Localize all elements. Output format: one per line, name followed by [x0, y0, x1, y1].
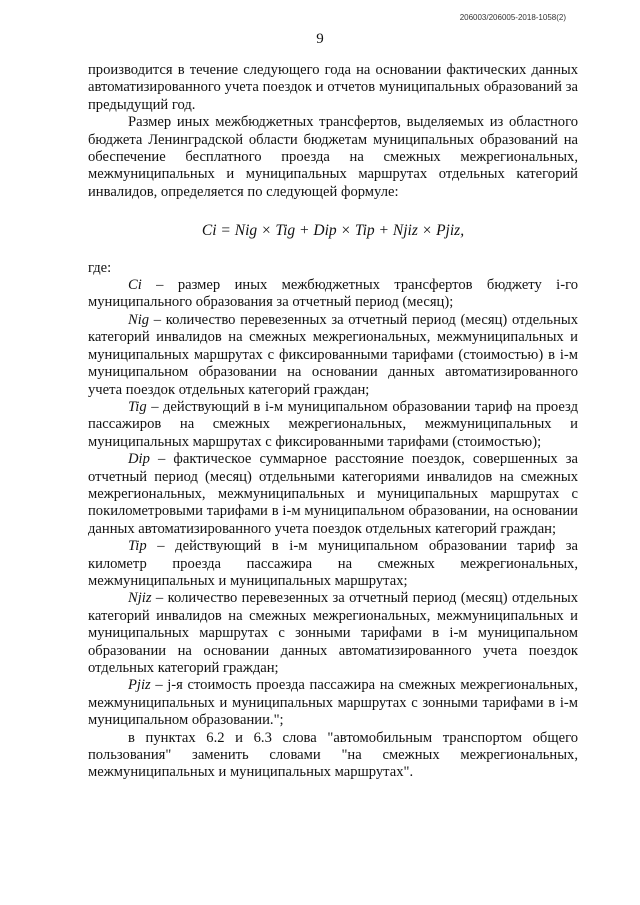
definition-symbol: Njiz	[128, 590, 152, 607]
definition-njiz	[88, 590, 578, 677]
definition-symbol: Tip	[128, 538, 147, 555]
document-id: 206003/206005-2018-1058(2)	[459, 13, 566, 22]
paragraph-transfer-size: Размер иных межбюджетных трансфертов, выделяемых из областного бюджета Ленинградской области бюджетам муниципальных образований на обеспечение бесплатного проезда на смежных межрегиональных, межмуниципальных и муниципальных маршрутах отдельных категорий инвалидов, определяется по следующей формуле:	[88, 114, 578, 200]
definition-text: – размер иных межбюджетных трансфертов бюджету i-го муниципального образования за отчетный период (месяц);	[88, 277, 578, 311]
page-number: 9	[316, 31, 324, 47]
where-label: где:	[88, 259, 112, 276]
definition-tip	[88, 538, 578, 590]
definition-text: – количество перевезенных за отчетный период (месяц) отдельных категорий инвалидов на смежных межрегиональных, межмуниципальных и муниципальных маршрутах с фиксированными тарифами (стоимостью) в i-м муниципальном образовании на основании данных автоматизированного учета поездок отдельных категорий граждан;	[88, 311, 578, 398]
definition-text: – фактическое суммарное расстояние поездок, совершенных за отчетный период (месяц) отдельными категориями инвалидов на смежных межрегиональных, межмуниципальных и муниципальных маршрутах с покилометровыми тарифами в i-м муниципальном образовании, на основании данных автоматизированного учета поездок отдельных категорий граждан;	[88, 451, 578, 537]
definition-nig	[88, 312, 578, 399]
paragraph-continuation: производится в течение следующего года на основании фактических данных автоматизированного учета поездок и отчетов муниципальных образований за предыдущий год.	[88, 62, 578, 113]
document-body	[88, 62, 578, 782]
definition-symbol: Nig	[128, 311, 150, 328]
definition-symbol: Ci	[128, 277, 142, 294]
definition-pjiz	[88, 677, 578, 729]
definition-text: – количество перевезенных за отчетный период (месяц) отдельных категорий инвалидов на смежных межрегиональных, межмуниципальных и муниципальных маршрутах с зонными тарифами в i-м муниципальном образовании на основании данных автоматизированного учета поездок отдельных категорий граждан;	[88, 590, 578, 676]
definition-text: – действующий в i-м муниципальном образовании тариф на проезд пассажиров на смежных межрегиональных, межмуниципальных и муниципальных маршрутах с фиксированными тарифами (стоимостью);	[88, 398, 578, 450]
definition-symbol: Dip	[128, 451, 150, 468]
paragraph-amendment: в пунктах 6.2 и 6.3 слова "автомобильным транспортом общего пользования" заменить словами "на смежных межрегиональных, межмуниципальных и муниципальных маршрутах".	[88, 729, 578, 781]
definition-ci	[88, 277, 578, 312]
definition-tig	[88, 399, 578, 451]
definition-symbol: Pjiz	[128, 677, 151, 694]
formula: Ci = Nig × Tig + Dip × Tip + Njiz × Pjiz,	[201, 222, 465, 240]
definition-symbol: Tig	[128, 398, 147, 415]
definition-text: – действующий в i-м муниципальном образовании тариф за километр проезда пассажира на смежных межрегиональных, межмуниципальных и муниципальных маршрутах;	[88, 538, 578, 589]
definition-text: – j-я стоимость проезда пассажира на смежных межрегиональных, межмуниципальных и муниципальных маршрутах с зонными тарифами в i-м муниципальном образовании.";	[88, 677, 578, 729]
definition-dip	[88, 451, 578, 538]
